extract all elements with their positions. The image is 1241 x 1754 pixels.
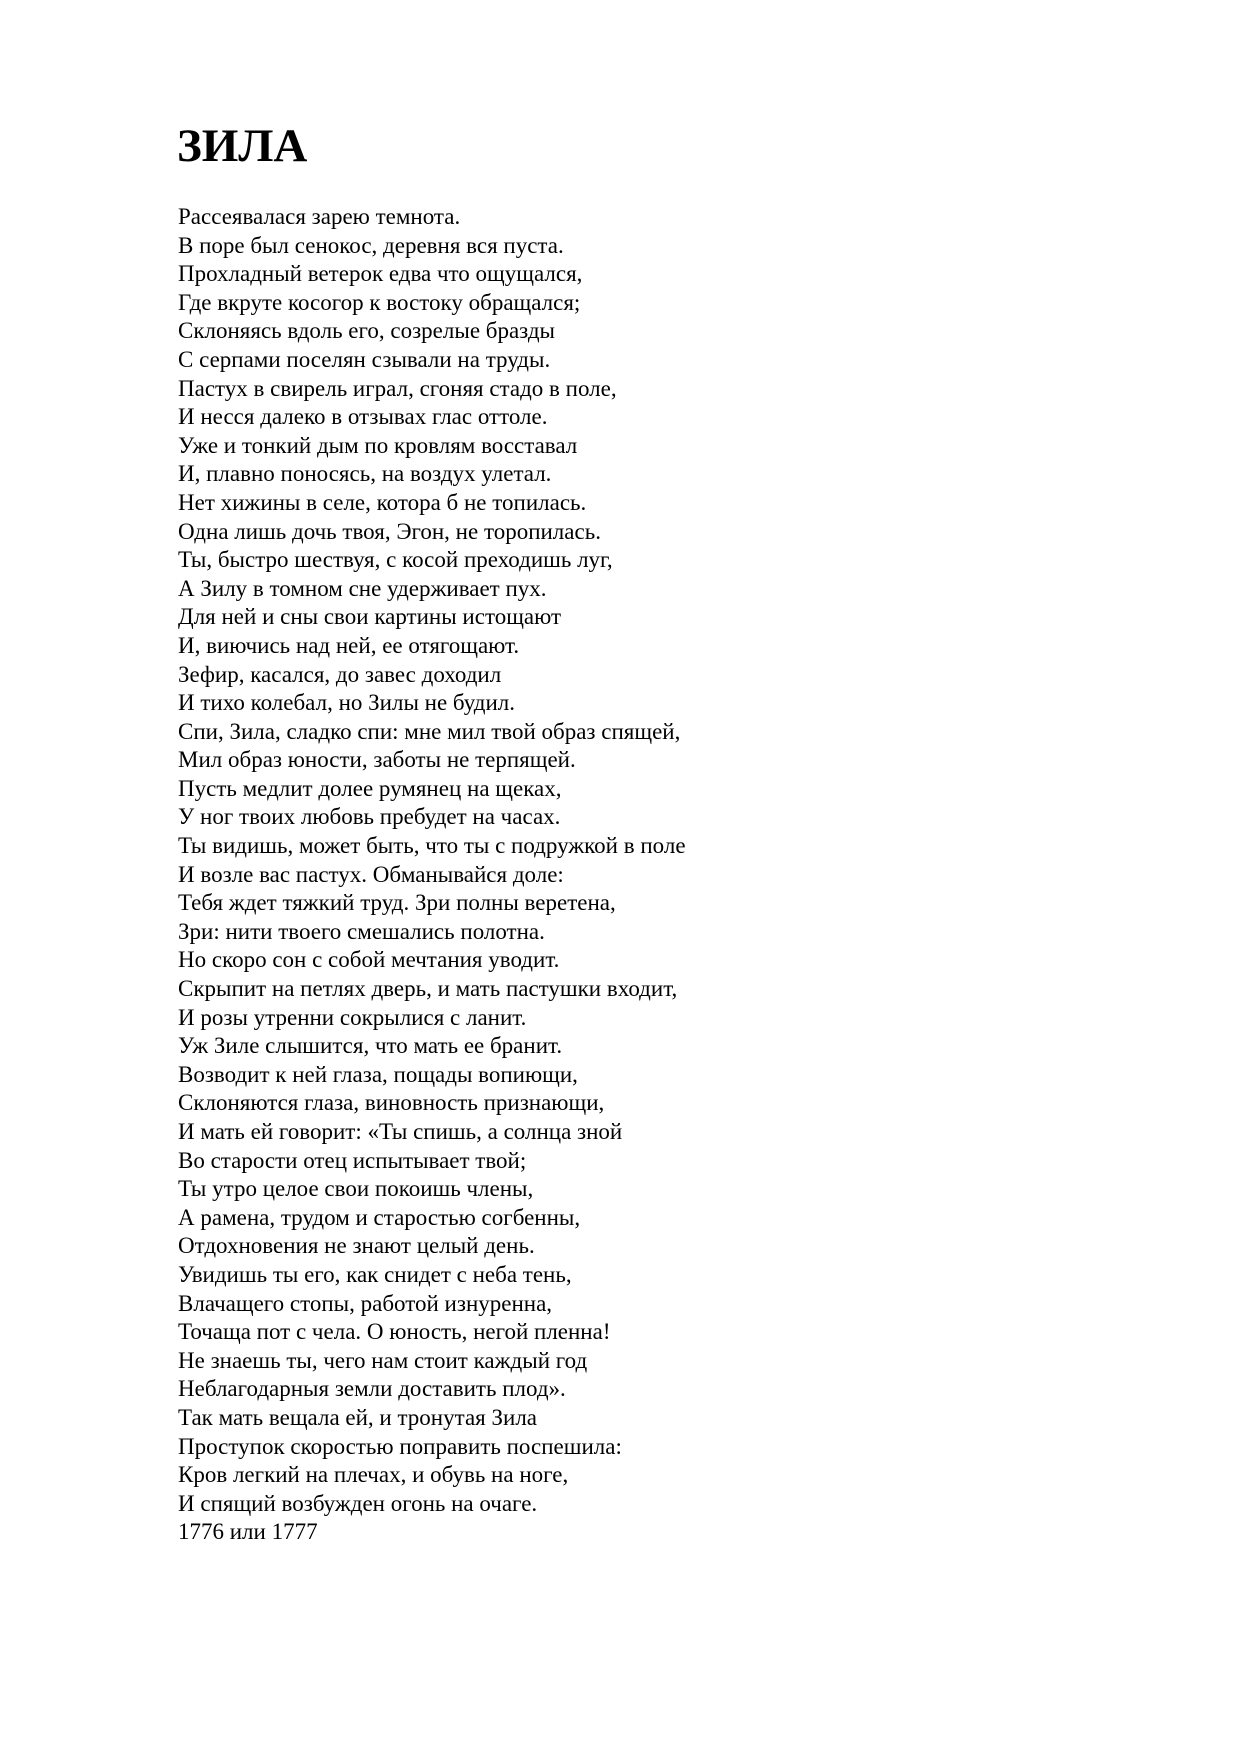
poem-line: А Зилу в томном сне удерживает пух. (178, 575, 547, 601)
poem-line: Склоняясь вдоль его, созрелые бразды (178, 318, 556, 344)
poem-line: Не знаешь ты, чего нам стоит каждый год (178, 1347, 588, 1373)
poem-line: И, плавно поносясь, на воздух улетал. (178, 461, 552, 487)
poem-line: И мать ей говорит: «Ты спишь, а солнца зной (178, 1119, 623, 1144)
poem-line: И спящий возбужден огонь на очаге. (178, 1490, 538, 1516)
poem-line: Так мать вещала ей, и тронутая Зила (178, 1404, 538, 1430)
poem-line: Зефир, касался, до завес доходил (178, 661, 502, 687)
poem-line: Для ней и сны свои картины истощают (178, 604, 562, 630)
poem-line: Пусть медлит долее румянец на щеках, (178, 775, 562, 801)
poem-line: Где вкруте косогор к востоку обращался; (178, 289, 581, 315)
poem-line: У ног твоих любовь пребудет на часах. (178, 804, 561, 830)
poem-line: Неблагодарныя земли доставить плод». (178, 1376, 566, 1402)
poem-body (178, 203, 1178, 1547)
poem-line: Скрыпит на петлях дверь, и мать пастушки входит, (178, 976, 678, 1002)
poem-line: Спи, Зила, сладко спи: мне мил твой образ спящей, (178, 718, 681, 744)
poem-line: И несся далеко в отзывах глас оттоле. (178, 404, 548, 430)
poem-line: Зри: нити твоего смешались полотна. (178, 918, 545, 944)
poem-line: Ты, быстро шествуя, с косой преходишь луг, (178, 547, 613, 573)
poem-line: Уж Зиле слышится, что мать ее бранит. (178, 1033, 563, 1059)
poem-title: ЗИЛА (177, 120, 308, 172)
poem-line: Кров легкий на плечах, и обувь на ноге, (178, 1462, 569, 1488)
poem-line: Прохладный ветерок едва что ощущался, (178, 261, 583, 287)
poem-line: Мил образ юности, заботы не терпящей. (178, 747, 576, 773)
poem-line: Тебя ждет тяжкий труд. Зри полны веретена, (178, 890, 616, 916)
poem-line: Уже и тонкий дым по кровлям восставал (178, 432, 578, 458)
poem-line: Влачащего стопы, работой изнуренна, (178, 1290, 553, 1316)
poem-line: Нет хижины в селе, котора б не топилась. (178, 489, 587, 515)
poem-line: И розы утренни сокрылися с ланит. (178, 1004, 527, 1030)
poem-line: Точаща пот с чела. О юность, негой пленна! (178, 1319, 611, 1345)
poem-line: Склоняются глаза, виновность признающи, (178, 1090, 605, 1116)
poem-line: Но скоро сон с собой мечтания уводит. (178, 947, 560, 973)
poem-line: В поре был сенокос, деревня вся пуста. (178, 232, 564, 258)
poem-line: И тихо колебал, но Зилы не будил. (178, 690, 516, 716)
poem-line: Отдохновения не знают целый день. (178, 1233, 535, 1259)
poem-line: С серпами поселян сзывали на труды. (178, 346, 551, 372)
poem-date: 1776 или 1777 (178, 1519, 318, 1545)
poem-line: Ты утро целое свои покоишь члены, (178, 1176, 534, 1202)
poem-line: Рассеявалася зарею темнота. (178, 204, 461, 229)
poem-line: Во старости отец испытывает твой; (178, 1147, 527, 1173)
poem-line: Пастух в свирель играл, сгоняя стадо в поле, (178, 375, 617, 401)
poem-line: Возводит к ней глаза, пощады вопиющи, (178, 1061, 578, 1087)
poem-line: И, виючись над ней, ее отягощают. (178, 632, 520, 658)
poem-line: И возле вас пастух. Обманывайся доле: (178, 861, 564, 887)
poem-line: Увидишь ты его, как снидет с неба тень, (178, 1261, 572, 1287)
poem-line: Ты видишь, может быть, что ты с подружкой в поле (178, 833, 686, 859)
poem-line: А рамена, трудом и старостью согбенны, (178, 1204, 581, 1230)
poem-line: Одна лишь дочь твоя, Эгон, не торопилась. (178, 518, 601, 544)
poem-line: Проступок скоростью поправить поспешила: (178, 1433, 622, 1459)
